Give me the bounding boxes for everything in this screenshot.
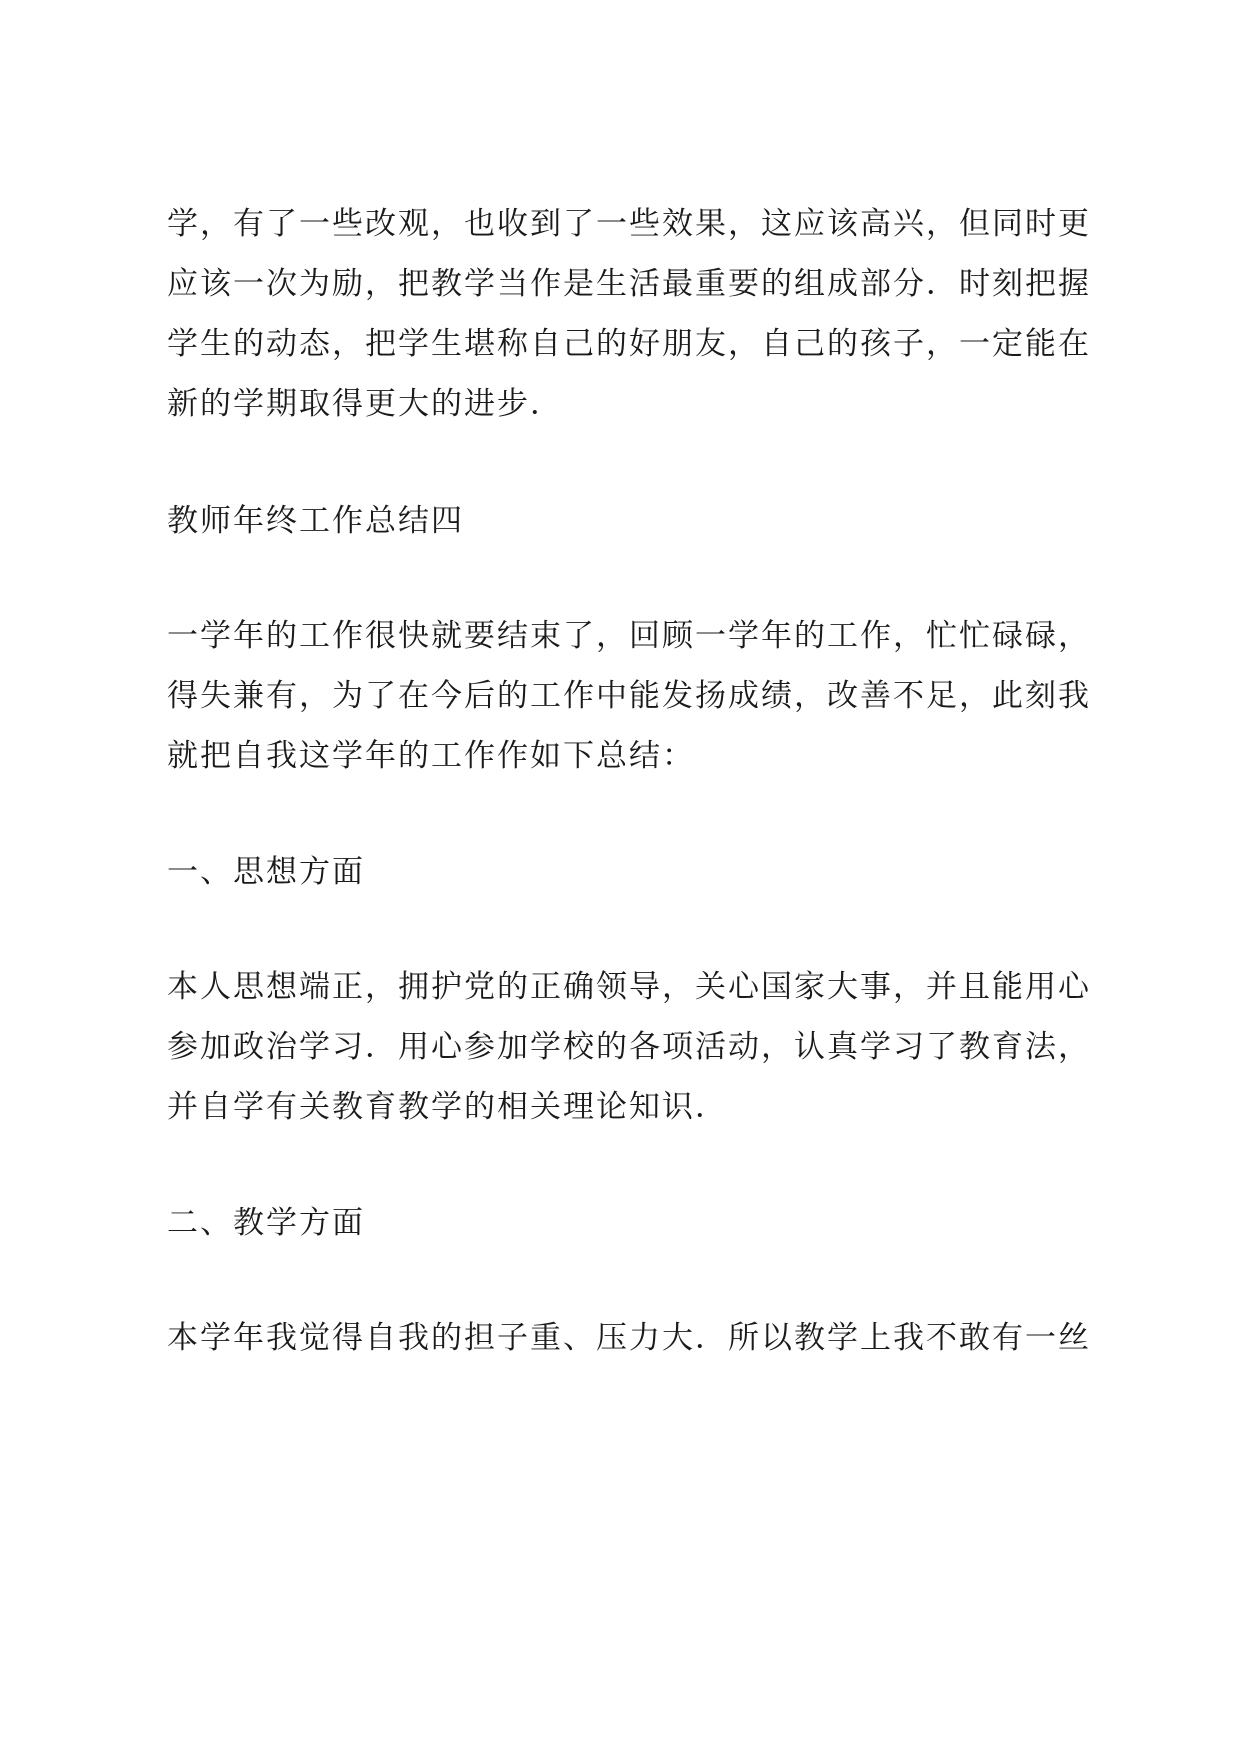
paragraph-3-line-3: 并自学有关教育教学的相关理论知识． bbox=[167, 1089, 728, 1125]
paragraph-1-line-3: 学生的动态，把学生堪称自己的好朋友，自己的孩子，一定能在 bbox=[167, 326, 1091, 362]
paragraph-2-line-1: 一学年的工作很快就要结束了，回顾一学年的工作，忙忙碌碌， bbox=[167, 618, 1091, 654]
paragraph-3-line-1: 本人思想端正，拥护党的正确领导，关心国家大事，并且能用心 bbox=[167, 969, 1091, 1005]
paragraph-1-line-1: 学，有了一些改观，也收到了一些效果，这应该高兴，但同时更 bbox=[167, 206, 1091, 242]
heading-teaching: 二、教学方面 bbox=[167, 1205, 365, 1241]
paragraph-1-line-4: 新的学期取得更大的进步． bbox=[167, 386, 563, 422]
section-title: 教师年终工作总结四 bbox=[167, 503, 464, 539]
paragraph-3-line-2: 参加政治学习．用心参加学校的各项活动，认真学习了教育法， bbox=[167, 1029, 1091, 1065]
heading-thought: 一、思想方面 bbox=[167, 854, 365, 890]
paragraph-4-line-1: 本学年我觉得自我的担子重、压力大．所以教学上我不敢有一丝 bbox=[167, 1320, 1091, 1356]
paragraph-2-line-3: 就把自我这学年的工作作如下总结： bbox=[167, 738, 695, 774]
paragraph-1-line-2: 应该一次为励，把教学当作是生活最重要的组成部分．时刻把握 bbox=[167, 266, 1091, 302]
paragraph-2-line-2: 得失兼有，为了在今后的工作中能发扬成绩，改善不足，此刻我 bbox=[167, 678, 1091, 714]
